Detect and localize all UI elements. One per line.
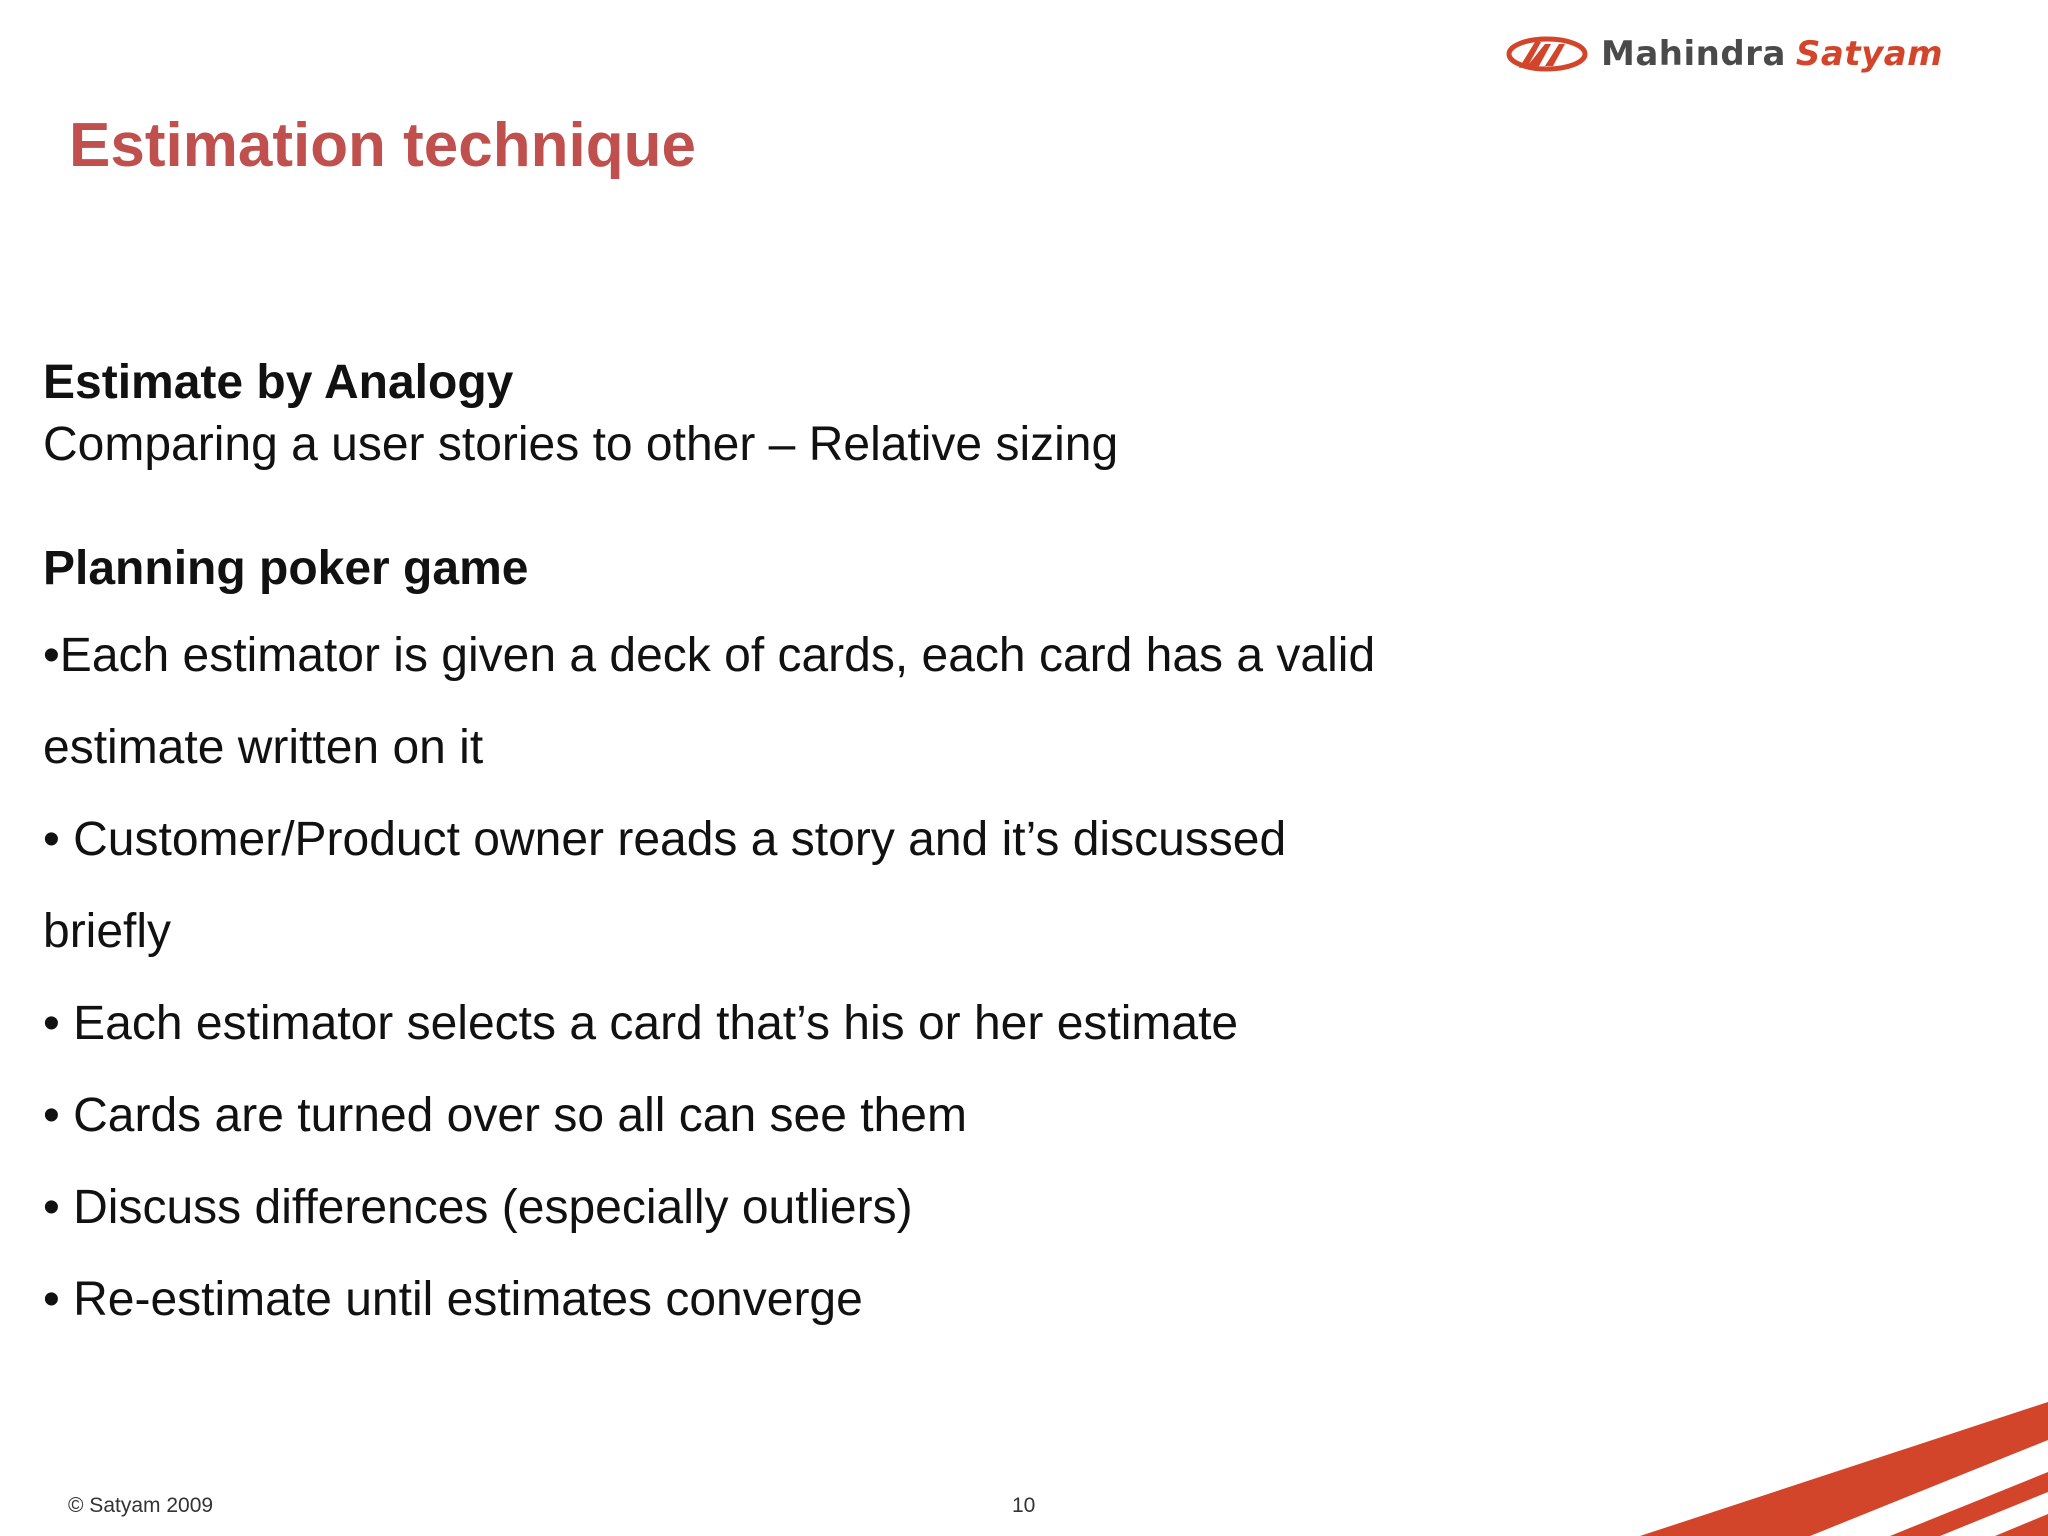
bullet-line: briefly bbox=[43, 905, 172, 958]
footer-page-number: 10 bbox=[1012, 1494, 1036, 1517]
logo-word-satyam: Satyam bbox=[1795, 34, 1944, 74]
section-heading-analogy: Estimate by Analogy bbox=[43, 356, 514, 409]
slide-title: Estimation technique bbox=[69, 111, 696, 180]
decorative-swoosh-icon bbox=[1640, 1380, 2048, 1536]
bullet-line: •Each estimator is given a deck of cards, each card has a valid bbox=[43, 629, 1376, 682]
company-logo bbox=[1505, 28, 1995, 80]
bullet-line: estimate written on it bbox=[43, 721, 484, 774]
logo-word-mahindra: Mahindra bbox=[1601, 34, 1786, 74]
section-text-analogy: Comparing a user stories to other – Relative sizing bbox=[43, 418, 1119, 471]
slide-body bbox=[43, 352, 1543, 1346]
section-heading-planning-poker: Planning poker game bbox=[43, 542, 529, 595]
bullet-line: • Re-estimate until estimates converge bbox=[43, 1273, 863, 1326]
bullet-list bbox=[43, 610, 1543, 1346]
bullet-line: • Cards are turned over so all can see them bbox=[43, 1089, 967, 1142]
mahindra-rise-logo-icon bbox=[1505, 34, 1589, 74]
logo-wordmark bbox=[1601, 34, 1943, 74]
spacer bbox=[43, 476, 1543, 538]
bullet-line: • Each estimator selects a card that’s his or her estimate bbox=[43, 997, 1239, 1050]
bullet-line: • Discuss differences (especially outliers) bbox=[43, 1181, 913, 1234]
footer-copyright: © Satyam 2009 bbox=[68, 1494, 214, 1517]
bullet-line: • Customer/Product owner reads a story and it’s discussed bbox=[43, 813, 1287, 866]
